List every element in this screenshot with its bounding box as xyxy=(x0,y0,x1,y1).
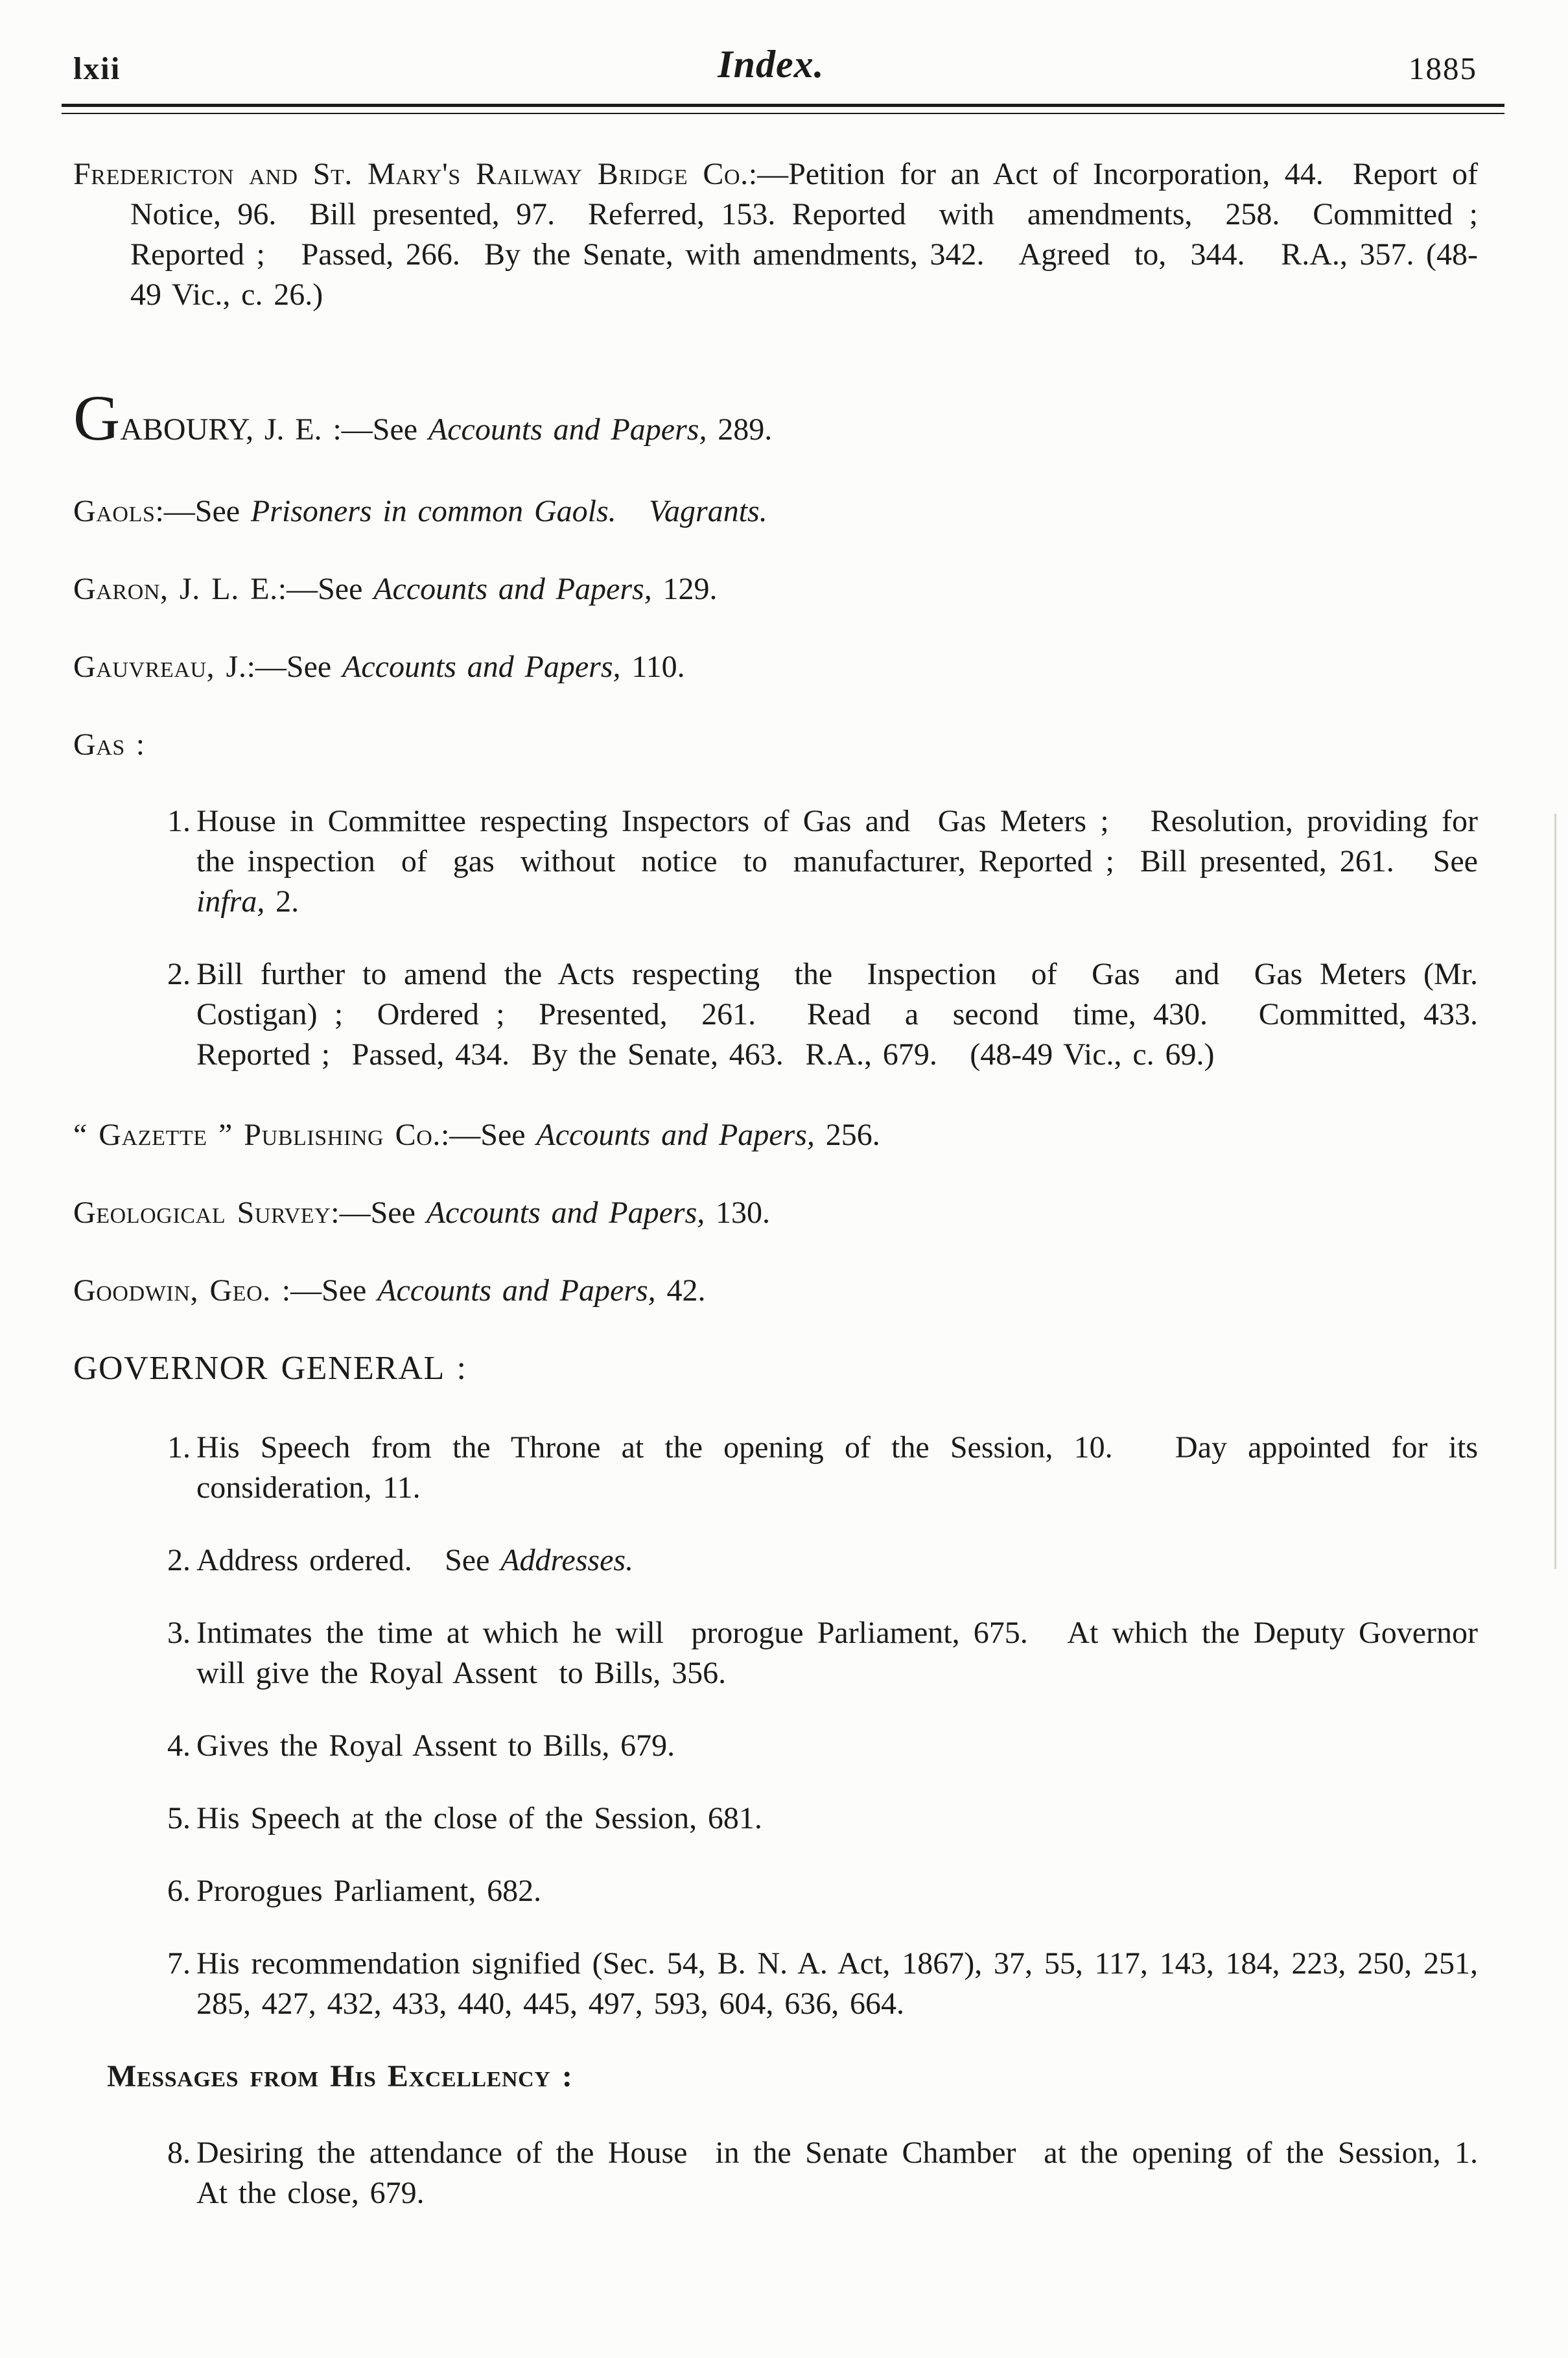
entry-term: Geological Survey xyxy=(73,1196,331,1230)
entry-separator: :—See xyxy=(440,1118,537,1152)
item-number: 1. xyxy=(167,804,191,838)
governor-item-1 xyxy=(73,1428,1489,1508)
item-text: Bill further to amend the Acts respecting the Inspection of Gas and Gas Meters (Mr. Costigan) ; Ordered ; Presented, 261. Read a second time, 430. Committed, 433. Reported ; Passed, 434. By the Senate, 463. R.A., 679. (48-49 Vic., c. 69.) xyxy=(196,957,1511,1072)
governor-item-2 xyxy=(73,1540,1478,1581)
index-entry-garon xyxy=(73,569,1478,609)
entry-term: Garon, J. L. E. xyxy=(73,572,278,606)
item-text: His Speech at the close of the Session, 681. xyxy=(196,1801,762,1835)
see-reference-italic: Accounts and Papers, xyxy=(377,1273,656,1308)
item-text: His Speech from the Throne at the opening of the Session, 10. Day appointed for its consideration, 11. xyxy=(196,1430,1489,1505)
gas-item-1 xyxy=(73,801,1489,922)
entry-separator: :—See xyxy=(155,494,251,528)
entry-page-ref: 256. xyxy=(814,1118,880,1152)
entry-term: Fredericton and St. Mary's Railway Bridge Co. xyxy=(73,157,749,191)
messages-item-8 xyxy=(73,2133,1511,2213)
folio-number: lxii xyxy=(73,51,121,86)
entry-term: ABOURY, J. E. xyxy=(120,412,322,447)
entry-term: “ Gazette ” Publishing Co. xyxy=(73,1118,441,1152)
governor-item-4 xyxy=(73,1726,1478,1766)
item-number: 8. xyxy=(167,2136,191,2170)
item-text: Gives the Royal Assent to Bills, 679. xyxy=(196,1728,675,1763)
page-year: 1885 xyxy=(1409,51,1477,86)
index-entry-gauvreau xyxy=(73,647,1478,687)
item-text: Desiring the attendance of the House in the Senate Chamber at the opening of the Session, 1. At the close, 679. xyxy=(196,2136,1511,2210)
see-reference-italic: Accounts and Papers, xyxy=(536,1118,815,1152)
entry-term: Gaols xyxy=(73,494,156,528)
item-text-italic: infra, xyxy=(196,884,265,919)
section-initial-g: G xyxy=(73,382,121,454)
item-number: 1. xyxy=(167,1430,191,1465)
messages-from-his-excellency-heading xyxy=(107,2057,1478,2097)
entry-page-ref: 129. xyxy=(651,572,718,606)
entry-page-ref: 289. xyxy=(707,412,773,447)
page-header xyxy=(73,36,1477,87)
see-reference-italic: Accounts and Papers, xyxy=(373,572,652,606)
governor-item-3 xyxy=(73,1613,1489,1693)
entry-separator: :—See xyxy=(322,412,428,447)
see-reference-italic: Accounts and Papers, xyxy=(428,412,707,447)
entry-body: :—Petition for an Act of Incorporation, 44. Report of Notice, 96. Bill presented, 97. Referred, 153. Reported with amendments, 258. Committed ; Reported ; Passed, 266. By the Senate, with amendments, 342. Agreed to, 344. R.A., 357. (48-49 Vic., c. 26.) xyxy=(130,157,1511,312)
governor-item-5 xyxy=(73,1798,1478,1839)
item-text: Prorogues Parliament, 682. xyxy=(196,1874,542,1908)
index-entry-governor-general xyxy=(73,1349,1478,1389)
see-reference-italic: Accounts and Papers, xyxy=(426,1196,705,1230)
item-text-italic: Addresses. xyxy=(500,1543,634,1577)
index-entry-gas xyxy=(73,725,1478,765)
entry-heading: Messages from His Excellency : xyxy=(107,2059,573,2093)
header-double-rule xyxy=(62,104,1504,114)
see-reference-italic: Accounts and Papers, xyxy=(342,650,621,684)
entry-separator: :—See xyxy=(331,1196,427,1230)
item-number: 5. xyxy=(167,1801,191,1835)
entry-term: Gauvreau, J. xyxy=(73,650,247,684)
index-entry-goodwin xyxy=(73,1271,1478,1311)
governor-item-6 xyxy=(73,1871,1478,1911)
entry-heading: GOVERNOR GENERAL : xyxy=(73,1350,467,1387)
item-number: 2. xyxy=(167,957,191,991)
item-number: 3. xyxy=(167,1616,191,1650)
entry-separator: :—See xyxy=(270,1273,378,1308)
entry-page-ref: 42. xyxy=(655,1273,706,1308)
index-entry-gaols xyxy=(73,491,1478,532)
gas-item-2 xyxy=(73,954,1511,1075)
index-entry-geological-survey xyxy=(73,1193,1478,1233)
item-number: 2. xyxy=(167,1543,191,1577)
entry-colon: : xyxy=(124,727,145,762)
index-entry-gaboury xyxy=(73,382,1478,454)
entry-separator: :—See xyxy=(246,650,343,684)
index-content xyxy=(73,154,1511,2213)
item-text: Intimates the time at which he will prorogue Parliament, 675. At which the Deputy Governor will give the Royal Assent to Bills, 356. xyxy=(196,1616,1489,1690)
entry-term: Goodwin, Geo. xyxy=(73,1273,271,1308)
item-text: His recommendation signified (Sec. 54, B. N. A. Act, 1867), 37, 55, 117, 143, 184, 223, 250, 251, 285, 427, 432, 433, 440, 445, 497, 593, 604, 636, 664. xyxy=(196,1946,1489,2021)
scan-artifact-line xyxy=(1554,814,1556,1569)
item-number: 6. xyxy=(167,1874,191,1908)
item-text: 2. xyxy=(264,884,299,919)
entry-page-ref: 110. xyxy=(620,650,685,684)
index-entry-fredericton xyxy=(73,154,1511,315)
item-number: 4. xyxy=(167,1728,191,1763)
item-number: 7. xyxy=(167,1946,191,1981)
item-text: House in Committee respecting Inspectors of Gas and Gas Meters ; Resolution, providing for the inspection of gas without notice to manufacturer, Reported ; Bill presented, 261. See xyxy=(196,804,1489,878)
entry-separator: :—See xyxy=(277,572,374,606)
index-entry-gazette xyxy=(73,1115,1478,1155)
page-title: Index. xyxy=(718,43,825,86)
entry-term: Gas xyxy=(73,727,125,762)
see-reference-italic: Prisoners in common Gaols. Vagrants. xyxy=(250,494,767,528)
item-text: Address ordered. See xyxy=(196,1543,501,1577)
entry-page-ref: 130. xyxy=(705,1196,771,1230)
governor-item-7 xyxy=(73,1944,1489,2024)
